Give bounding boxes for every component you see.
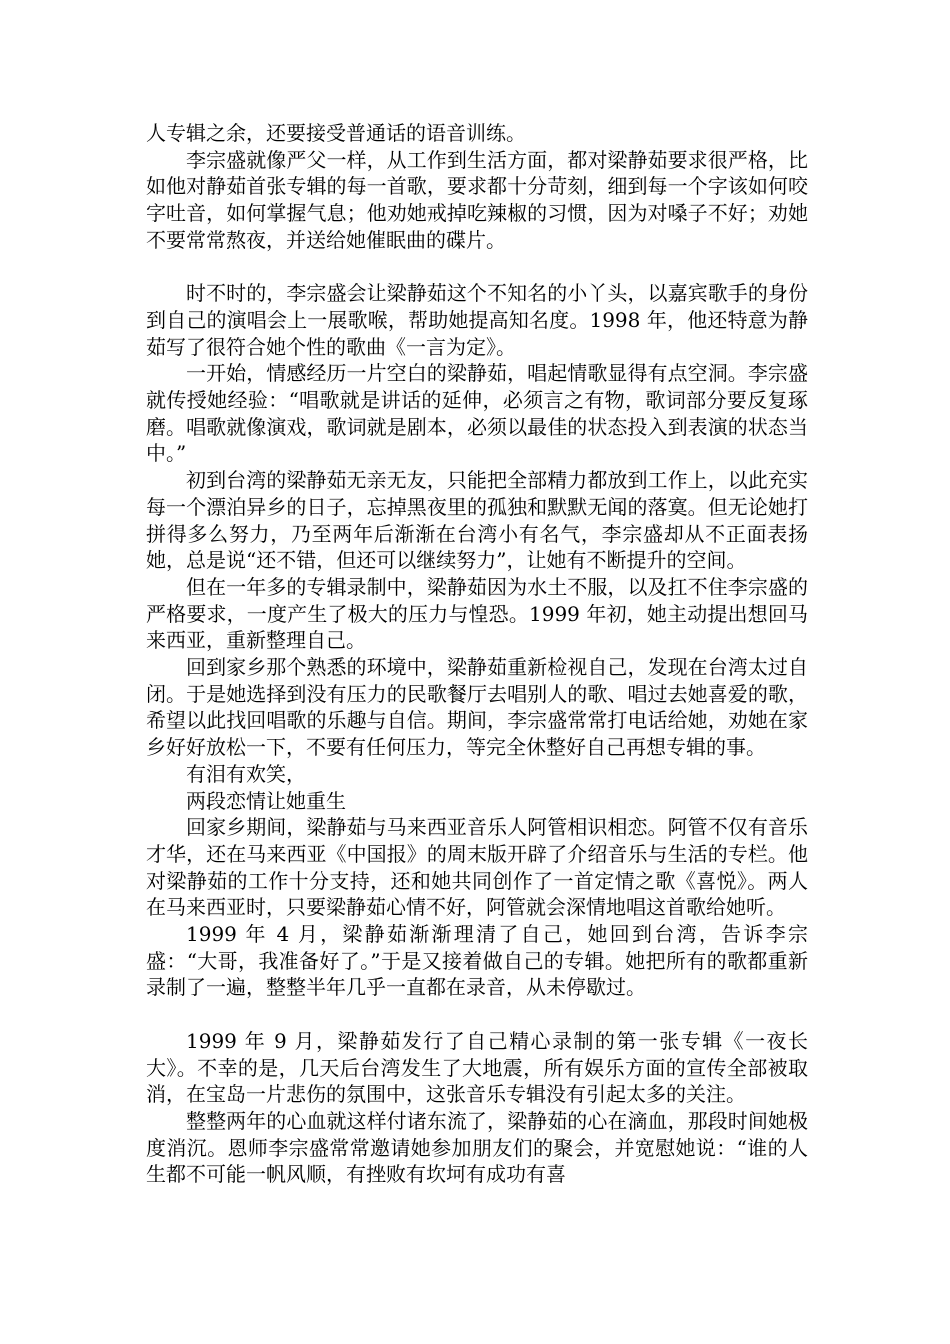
section-heading-line-2: 两段恋情让她重生 <box>186 788 346 813</box>
paragraph: 李宗盛就像严父一样，从工作到生活方面，都对梁静茹要求很严格，比如他对静茹首张专辑的每一首歌，要求都十分苛刻，细到每一个字该如何咬字吐音，如何掌握气息；他劝她戒掉吃辣椒的习惯，因为对嗓子不好；劝她不要常常熬夜，并送给她催眠曲的碟片。 <box>146 147 808 252</box>
paragraph: 回到家乡那个熟悉的环境中，梁静茹重新检视自己，发现在台湾太过自闭。于是她选择到没有压力的民歌餐厅去唱别人的歌、唱过去她喜爱的歌，希望以此找回唱歌的乐趣与自信。期间，李宗盛常常打电话给她，劝她在家乡好好放松一下，不要有任何压力，等完全休整好自己再想专辑的事。 <box>146 655 808 760</box>
paragraph: 1999 年 4 月，梁静茹渐渐理清了自己，她回到台湾，告诉李宗盛：“大哥，我准备好了。”于是又接着做自己的专辑。她把所有的歌都重新录制了一遍，整整半年几乎一直都在录音，从未停歇过。 <box>146 922 808 1000</box>
paragraph: 时不时的，李宗盛会让梁静茹这个不知名的小丫头，以嘉宾歌手的身份到自己的演唱会上一展歌喉，帮助她提高知名度。1998 年，他还特意为静茹写了很符合她个性的歌曲《一言为定》。 <box>146 281 808 359</box>
paragraph: 一开始，情感经历一片空白的梁静茹，唱起情歌显得有点空洞。李宗盛就传授她经验：“唱歌就是讲话的延伸，必须言之有物，歌词部分要反复琢磨。唱歌就像演戏，歌词就是剧本，必须以最佳的状态投入到表演的状态当中。” <box>146 361 808 466</box>
paragraph: 但在一年多的专辑录制中，梁静茹因为水土不服，以及扛不住李宗盛的严格要求，一度产生了极大的压力与惶恐。1999 年初，她主动提出想回马来西亚，重新整理自己。 <box>146 574 808 653</box>
paragraph: 1999 年 9 月，梁静茹发行了自己精心录制的第一张专辑《一夜长大》。不幸的是，几天后台湾发生了大地震，所有娱乐方面的宣传全部被取消，在宝岛一片悲伤的氛围中，这张音乐专辑没有引起太多的关注。 <box>146 1028 808 1107</box>
paragraph-continuation: 人专辑之余，还要接受普通话的语音训练。 <box>146 121 526 145</box>
paragraph: 整整两年的心血就这样付诸东流了，梁静茹的心在滴血，那段时间她极度消沉。恩师李宗盛常常邀请她参加朋友们的聚会，并宽慰她说：“谁的人生都不可能一帆风顺，有挫败有坎坷有成功有喜 <box>146 1108 808 1187</box>
article-body <box>146 120 808 1188</box>
paragraph: 初到台湾的梁静茹无亲无友，只能把全部精力都放到工作上，以此充实每一个漂泊异乡的日子，忘掉黑夜里的孤独和默默无闻的落寞。但无论她打拼得多么努力，乃至两年后渐渐在台湾小有名气，李宗盛却从不正面表扬她，总是说“还不错，但还可以继续努力”，让她有不断提升的空间。 <box>146 468 808 573</box>
paragraph: 回家乡期间，梁静茹与马来西亚音乐人阿管相识相恋。阿管不仅有音乐才华，还在马来西亚《中国报》的周末版开辟了介绍音乐与生活的专栏。他对梁静茹的工作十分支持，还和她共同创作了一首定情之歌《喜悦》。两人在马来西亚时，只要梁静茹心情不好，阿管就会深情地唱这首歌给她听。 <box>146 815 808 920</box>
section-heading-line-1: 有泪有欢笑， <box>186 761 306 786</box>
